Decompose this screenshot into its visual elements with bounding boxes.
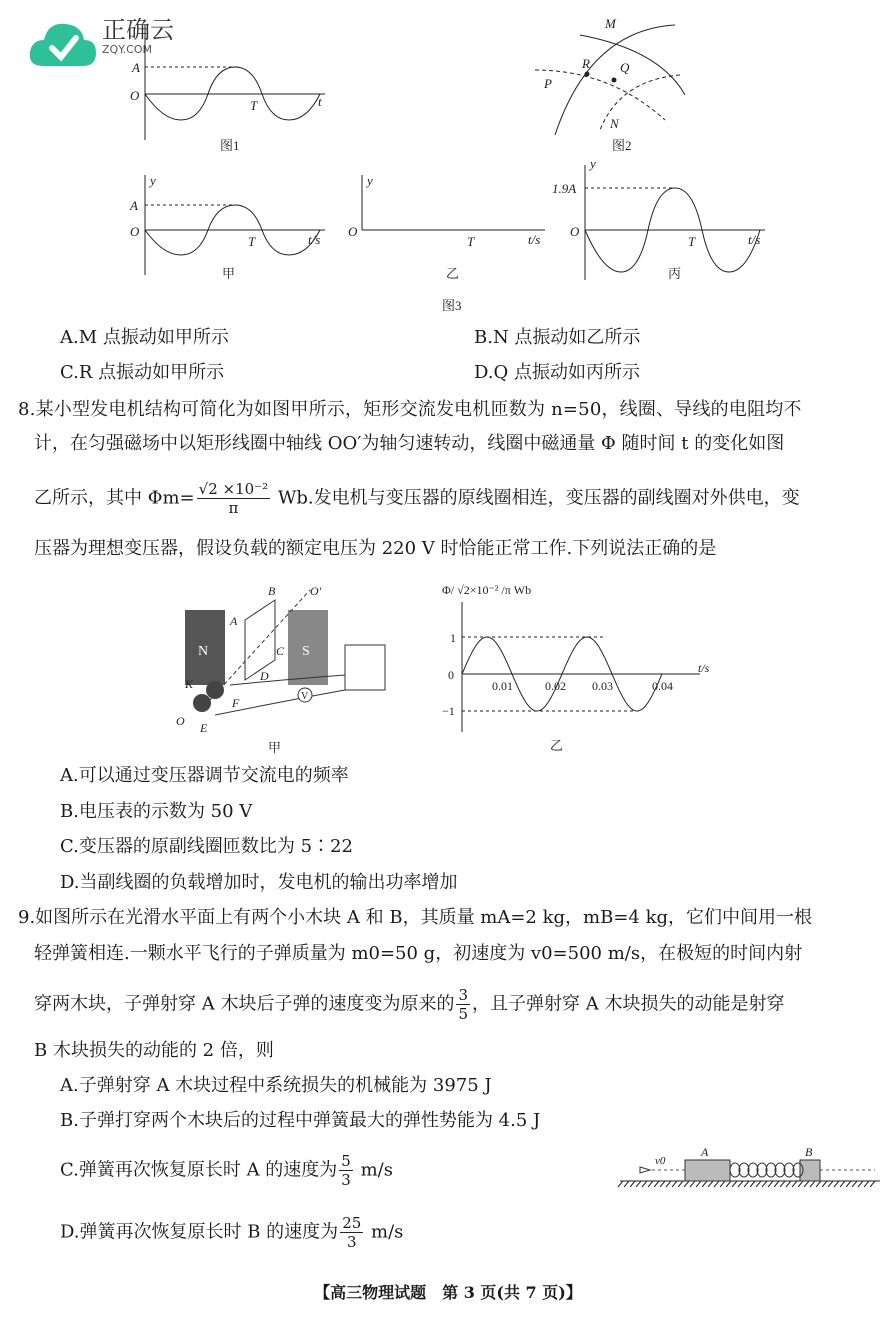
q8-phi-m: 乙所示，其中 Φm= — [34, 487, 195, 509]
q8-option-b: B.电压表的示数为 50 V — [60, 801, 253, 822]
logo-cloud-check-icon — [28, 18, 98, 68]
q8-frac-den: π — [228, 499, 239, 517]
block-B-label: B — [805, 1145, 813, 1159]
fig3-bing-caption: 丙 — [668, 266, 682, 281]
figure-2 — [530, 10, 700, 160]
page-footer: 【高三物理试题 第 3 页(共 7 页)】 — [314, 1283, 582, 1302]
fig3-caption: 图3 — [442, 298, 462, 313]
fig2-M: M — [605, 16, 616, 31]
fig2-N: N — [610, 116, 619, 131]
fig2-Q: Q — [620, 60, 630, 75]
q9-stem-line3 — [34, 986, 784, 1023]
fig1-t: t — [318, 94, 322, 109]
fig1-A: A — [132, 60, 140, 75]
q7-option-d: D.Q 点振动如丙所示 — [474, 362, 640, 383]
q9-fraction-3-5 — [456, 986, 470, 1023]
figure-1 — [120, 20, 340, 160]
label-O-prime: O′ — [310, 584, 322, 598]
frac-den: 3 — [341, 1171, 351, 1189]
frac-num: 5 — [341, 1152, 351, 1170]
q9-option-c — [60, 1152, 393, 1189]
flux-y0: 0 — [448, 668, 454, 682]
label-C: C — [276, 644, 285, 658]
q9-option-a: A.子弹射穿 A 木块过程中系统损失的机械能为 3975 J — [60, 1075, 492, 1096]
fig3-jia-y: y — [150, 173, 156, 188]
label-B: B — [268, 584, 276, 598]
fig3-bing — [552, 160, 765, 281]
q8-option-d: D.当副线圈的负载增加时，发电机的输出功率增加 — [60, 872, 458, 893]
fig3-bing-O: O — [570, 224, 580, 239]
q9-option-b: B.子弹打穿两个木块后的过程中弹簧最大的弹性势能为 4.5 J — [60, 1110, 541, 1131]
q7-option-c: C.R 点振动如甲所示 — [60, 362, 225, 383]
flux-xlabel: t/s — [698, 661, 710, 675]
unit: m/s — [371, 1221, 404, 1243]
q9-option-d-fraction — [340, 1214, 363, 1251]
q9-figure-blocks-spring — [615, 1140, 885, 1192]
fig3-yi-O: O — [348, 224, 358, 239]
fig3-bing-A: 1.9A — [552, 181, 577, 196]
q9-option-c-text: C.弹簧再次恢复原长时 A 的速度为 — [60, 1159, 338, 1181]
q9-line3-b: ，且子弹射穿 A 木块损失的动能是射穿 — [472, 993, 785, 1015]
flux-tick: 0.03 — [592, 679, 613, 693]
unit: m/s — [360, 1159, 393, 1181]
fig3-jia-O: O — [130, 224, 140, 239]
frac-num: 25 — [342, 1214, 362, 1232]
q7-option-a: A.M 点振动如甲所示 — [60, 327, 229, 348]
figure-3 — [120, 160, 780, 320]
flux-y1: 1 — [450, 631, 456, 645]
magnet-n: N — [198, 644, 209, 659]
fig3-bing-T: T — [688, 234, 696, 249]
fig3-yi — [348, 173, 545, 281]
fig2-P: P — [544, 76, 552, 91]
logo-name: 正确云 — [102, 16, 174, 44]
q8-stem-line2: 计，在匀强磁场中以矩形线圈中轴线 OO′为轴匀速转动，线圈中磁通量 Φ 随时间 t 的变化如图 — [34, 433, 785, 454]
fig2-R: R — [582, 56, 590, 71]
fig3-yi-y: y — [367, 173, 373, 188]
label-O: O — [176, 714, 185, 728]
flux-ylabel: Φ/ √2×10⁻² /π Wb — [442, 583, 532, 597]
q8-stem-rest: Wb.发电机与变压器的原线圈相连，变压器的副线圈对外供电，变 — [272, 487, 800, 509]
q9-option-d-text: D.弹簧再次恢复原长时 B 的速度为 — [60, 1221, 339, 1243]
voltmeter-label: V — [301, 691, 309, 702]
fig3-jia-T: T — [248, 234, 256, 249]
logo-domain: ZQY.COM — [102, 43, 153, 56]
q8-stem-line4: 压器为理想变压器，假设负载的额定电压为 220 V 时恰能正常工作.下列说法正确的是 — [34, 538, 717, 559]
q9-option-d — [60, 1214, 403, 1251]
fig3-jia-caption: 甲 — [222, 266, 236, 281]
fig3-bing-ts: t/s — [748, 232, 761, 247]
fig1-O: O — [130, 88, 140, 103]
label-K: K — [185, 677, 194, 691]
q7-option-b: B.N 点振动如乙所示 — [474, 327, 641, 348]
q9-stem-line4: B 木块损失的动能的 2 倍，则 — [34, 1040, 274, 1061]
q8-stem-line1: 8.某小型发电机结构可简化为如图甲所示，矩形交流发电机匝数为 n=50，线圈、导线的电阻均不 — [18, 399, 802, 420]
q9-option-c-fraction — [339, 1152, 353, 1189]
fig3-yi-T: T — [467, 234, 475, 249]
q9-stem-line1: 9.如图所示在光滑水平面上有两个小木块 A 和 B，其质量 mA=2 kg，mB=4 kg，它们中间用一根 — [18, 907, 813, 928]
fig2-caption: 图2 — [612, 138, 632, 153]
q8-stem-line3 — [34, 480, 800, 517]
q8-fig-jia-caption: 甲 — [268, 740, 282, 755]
q9-stem-line2: 轻弹簧相连.一颗水平飞行的子弹质量为 m0=50 g，初速度为 v0=500 m/s，在极短的时间内射 — [34, 943, 803, 964]
flux-tick: 0.04 — [652, 679, 673, 693]
q8-figure-generator — [170, 580, 400, 760]
frac-den: 5 — [458, 1005, 468, 1023]
q8-option-a: A.可以通过变压器调节交流电的频率 — [60, 765, 349, 786]
q8-frac-num: √2 ×10⁻² — [198, 480, 269, 498]
fig3-yi-caption: 乙 — [446, 266, 460, 281]
flux-tick: 0.02 — [545, 679, 566, 693]
v0-label: v0 — [655, 1155, 666, 1167]
q8-phi-fraction — [197, 480, 270, 517]
fig1-caption: 图1 — [220, 138, 240, 153]
label-E: E — [200, 721, 208, 735]
label-A: A — [230, 614, 238, 628]
fig3-jia — [129, 173, 325, 281]
q9-line3-a: 穿两木块，子弹射穿 A 木块后子弹的速度变为原来的 — [34, 993, 455, 1015]
block-A-label: A — [701, 1145, 709, 1159]
label-D: D — [260, 669, 269, 683]
q8-option-c: C.变压器的原副线圈匝数比为 5∶22 — [60, 836, 353, 857]
flux-tick: 0.01 — [492, 679, 513, 693]
fig3-jia-A: A — [130, 198, 138, 213]
fig3-jia-ts: t/s — [308, 232, 321, 247]
frac-num: 3 — [458, 986, 468, 1004]
magnet-s: S — [302, 644, 310, 659]
q8-figure-flux-graph — [440, 572, 730, 762]
fig3-bing-y: y — [590, 160, 596, 171]
flux-ym1: −1 — [442, 704, 455, 718]
fig3-yi-ts: t/s — [528, 232, 541, 247]
label-F: F — [232, 696, 240, 710]
q8-fig-yi-caption: 乙 — [550, 738, 564, 753]
fig1-T: T — [250, 98, 258, 113]
frac-den: 3 — [346, 1233, 357, 1251]
